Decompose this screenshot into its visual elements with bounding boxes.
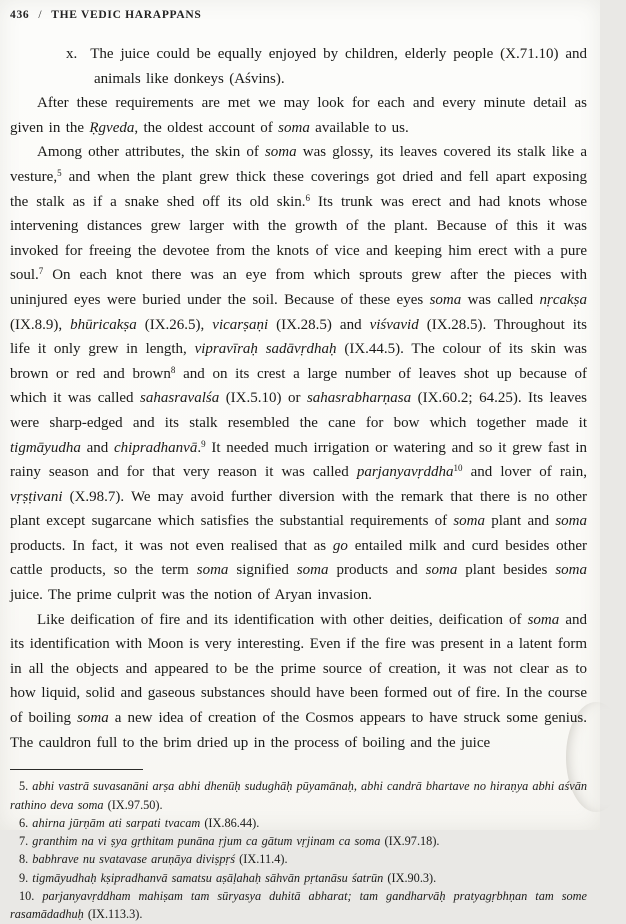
- footnotes-list: [10, 777, 587, 923]
- text-run: signified: [228, 562, 297, 579]
- text-run: (IX.97.50).: [103, 797, 163, 812]
- footnote-marker: 5: [57, 167, 62, 178]
- italic-term: soma: [264, 144, 297, 161]
- text-run: (IX.90.3).: [383, 870, 437, 885]
- text-run: plant besides: [457, 562, 556, 579]
- text-run: , the oldest account of: [134, 119, 279, 136]
- page-number: 436: [10, 9, 30, 21]
- italic-term: vṛṣṭivani: [10, 488, 63, 505]
- text-run: products. In fact, it was not even realised that as: [10, 537, 333, 554]
- text-run: juice. The prime culprit was the notion of Aryan invasion.: [10, 587, 372, 604]
- text-run: (IX.5.10) or: [219, 390, 307, 407]
- text-run: (IX.28.5) and: [268, 316, 370, 333]
- book-title: THE VEDIC HARAPPANS: [51, 9, 202, 21]
- italic-term: soma: [555, 562, 587, 579]
- italic-term: abhi vastrā suvasanāni arṣa abhi dhenūḥ sudughāḥ pūyamānaḥ, abhi candrā bhartave no hiraṇya abhi aśvān rathino deva soma: [10, 779, 587, 812]
- text-run: a new idea of creation of the Cosmos appears to have struck some genius. The cauldron full to the brim dried up in the process of boiling and the juice: [10, 710, 587, 751]
- italic-term: tigmāyudha: [10, 439, 81, 456]
- text-run: On each knot there was an eye from which sprouts grew after the pieces with uninjured eyes were buried under the soil. Because of these eyes: [10, 267, 587, 308]
- text-run: and its identification with Moon is very interesting. Even if the fire was present in a latent form in all the objects and appeared to be the prime source of creation, it was not clear as to how liquid, solid and gaseous substances should have been formed out of fire. In the course of boiling: [10, 611, 587, 727]
- footnote-marker: 6: [305, 192, 311, 203]
- paragraph: [10, 91, 587, 140]
- text-run: entailed milk and curd besides other cattle products, so the term: [10, 537, 587, 579]
- footnote: [10, 777, 587, 814]
- text-run: available to us.: [309, 119, 409, 136]
- italic-term: vipravīraḥ sadāvṛdhaḥ: [194, 341, 337, 358]
- italic-term: soma: [555, 513, 587, 530]
- italic-term: sahasrabharṇasa: [306, 390, 412, 407]
- footnote-marker: 8: [170, 364, 176, 375]
- italic-term: tigmāyudhaḥ kṣipradhanvā samatsu aṣāḷahaḥ sāhvān pṛtanāsu śatrūn: [32, 870, 384, 885]
- text-run: products and: [328, 562, 426, 579]
- text-run: and on its crest a large number of leaves shot up because of which it was called: [10, 365, 587, 407]
- italic-term: viśvavid: [369, 316, 419, 333]
- text-run: The juice could be equally enjoyed by children, elderly people (X.71.10) and animals like donkeys (Aśvins).: [90, 46, 587, 87]
- italic-term: Ṛgveda: [89, 119, 135, 136]
- text-run: (IX.97.18).: [380, 834, 440, 849]
- text-run: Like deification of fire and its identification with other deities, deification of: [37, 611, 528, 628]
- footnote: [10, 850, 587, 868]
- italic-term: soma: [429, 291, 462, 308]
- italic-term: bhūricakṣa: [70, 316, 137, 333]
- italic-term: vicarṣaṇi: [212, 316, 269, 333]
- text-run: Among other attributes, the skin of: [37, 144, 265, 161]
- footnote-marker: 9: [201, 438, 206, 449]
- footnote-number: 7.: [19, 834, 33, 849]
- text-run: .: [197, 439, 202, 456]
- header-divider: /: [38, 9, 43, 21]
- footnote: [10, 814, 587, 832]
- list-marker: x.: [66, 46, 78, 62]
- italic-term: babhrave nu svatavase aruṇāya diviṣpṛś: [32, 852, 236, 867]
- italic-term: nṛcakṣa: [539, 291, 588, 308]
- text-run: (IX.113.3).: [83, 907, 143, 922]
- text-run: and lover of rain,: [462, 464, 587, 481]
- italic-term: parjanyavṛddha: [356, 464, 454, 481]
- footnote-marker: 10: [453, 463, 463, 474]
- list-item: [10, 42, 587, 91]
- text-run: (IX.11.4).: [235, 852, 288, 867]
- italic-term: ahirna jūrṇām ati sarpati tvacam: [32, 815, 201, 830]
- footnote: [10, 887, 587, 924]
- footnote: [10, 869, 587, 887]
- paragraph: [10, 140, 587, 607]
- italic-term: soma: [425, 562, 458, 579]
- body-text: [10, 42, 587, 755]
- text-run: (IX.86.44).: [200, 815, 260, 830]
- page-header: [10, 9, 587, 21]
- italic-term: go: [332, 537, 348, 554]
- italic-term: soma: [453, 513, 486, 530]
- text-run: (IX.28.5). Throughout its life it only grew in length,: [10, 316, 587, 358]
- footnote-marker: 7: [38, 266, 44, 277]
- text-run: After these requirements are met we may look for each and every minute detail as given in the: [10, 95, 587, 136]
- text-run: (IX.60.2; 64.25). Its leaves were sharp-edged and its stalk resembled the cane for bow which together made it: [10, 390, 587, 431]
- italic-term: soma: [196, 562, 229, 579]
- italic-term: soma: [77, 710, 109, 727]
- footnote-number: 10.: [19, 889, 43, 903]
- text-run: (IX.8.9),: [10, 316, 71, 333]
- italic-term: soma: [296, 562, 329, 579]
- text-run: (IX.44.5). The colour of its skin was brown or red and brown: [10, 341, 587, 382]
- footnote: [10, 832, 587, 850]
- footnote-separator: [10, 769, 143, 770]
- text-run: It needed much irrigation or watering and so it grew fast in rainy season and for that very reason it was called: [10, 439, 588, 481]
- italic-term: soma: [527, 611, 560, 628]
- italic-term: soma: [278, 119, 310, 136]
- text-run: and: [80, 439, 114, 456]
- footnote-number: 5.: [19, 779, 33, 794]
- italic-term: granthim na vi ṣya gṛthitam punāna ṛjum ca gātum vṛjinam ca soma: [32, 834, 381, 849]
- italic-term: sahasravalśa: [140, 390, 220, 407]
- text-run: (X.98.7). We may avoid further diversion with the remark that there is no other plant except sugarcane which satisfies the substantial requirements of: [10, 488, 587, 530]
- footnote-number: 6.: [19, 815, 33, 830]
- italic-term: parjanyavṛddham mahiṣam tam sūryasya duhitā abharat; tam gandharvāḥ pratyagṛbhṇan tam some rasamādadhuḥ: [10, 889, 587, 922]
- text-run: plant and: [485, 513, 556, 530]
- text-run: was called: [461, 291, 540, 308]
- text-run: Its trunk was erect and had knots whose intervening distances grew larger with the growth of the plant. Because of this it was invoked for freeing the devotee from the knots of vice and keeping him erect with a pure soul.: [10, 193, 588, 284]
- text-run: and when the plant grew thick these coverings got dried and fell apart exposing the stalk as if a snake shed off its old skin.: [10, 168, 587, 210]
- footnote-number: 9.: [19, 870, 33, 885]
- text-run: was glossy, its leaves covered its stalk like a vesture,: [10, 144, 587, 185]
- text-run: (IX.26.5),: [136, 316, 213, 333]
- italic-term: chipradhanvā: [114, 439, 198, 456]
- paragraph: [10, 608, 587, 756]
- footnote-number: 8.: [19, 852, 33, 867]
